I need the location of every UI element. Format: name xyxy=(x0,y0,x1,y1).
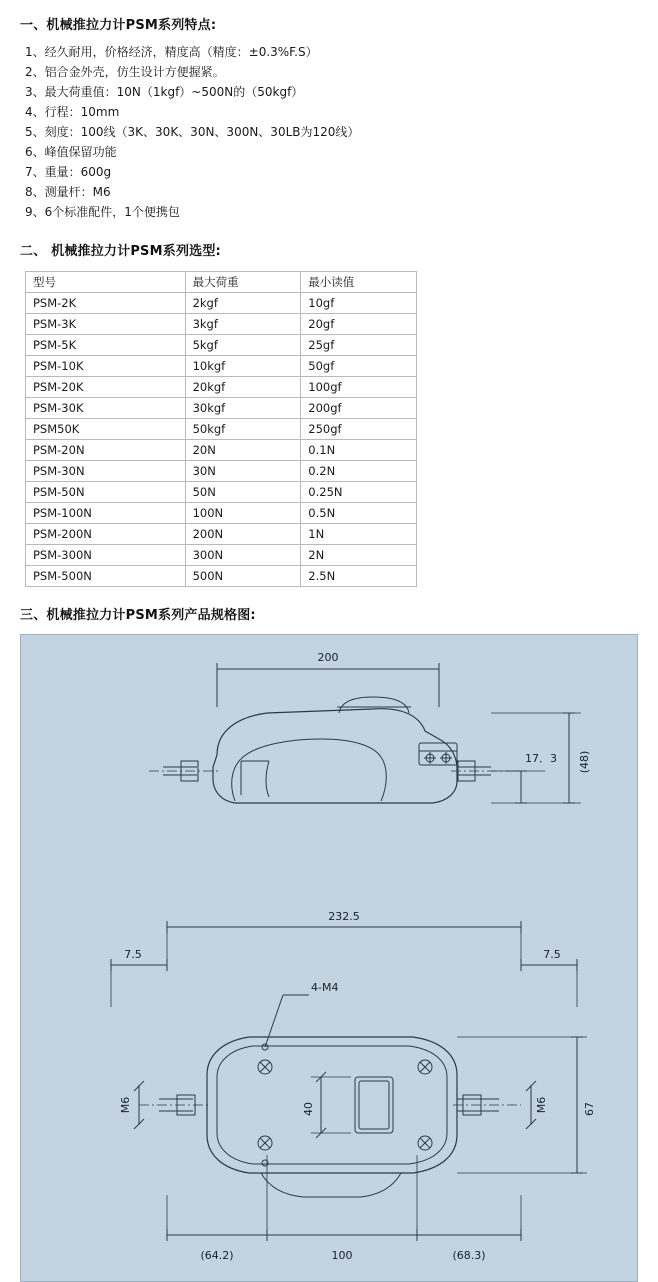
cell-resolution: 20gf xyxy=(301,314,417,335)
list-item: 8、测量杆：M6 xyxy=(25,185,111,199)
cell-resolution: 2N xyxy=(301,545,417,566)
cell-model: PSM-30N xyxy=(26,461,186,482)
table-row xyxy=(26,503,417,524)
table-row xyxy=(26,398,417,419)
cell-capacity: 500N xyxy=(185,566,301,587)
cell-resolution: 0.1N xyxy=(301,440,417,461)
list-item: 4、行程：10mm xyxy=(25,105,120,119)
column-header-resolution: 最小读值 xyxy=(301,272,417,293)
dim-right-offset: 7.5 xyxy=(543,948,561,961)
cell-capacity: 100N xyxy=(185,503,301,524)
cell-resolution: 250gf xyxy=(301,419,417,440)
cell-resolution: 2.5N xyxy=(301,566,417,587)
dim-left-segment: (64.2) xyxy=(200,1249,234,1262)
table-row xyxy=(26,377,417,398)
table-row xyxy=(26,293,417,314)
table-row xyxy=(26,440,417,461)
table-row xyxy=(26,461,417,482)
cell-resolution: 1N xyxy=(301,524,417,545)
cell-resolution: 0.5N xyxy=(301,503,417,524)
column-header-model: 型号 xyxy=(26,272,186,293)
dim-top-inner-height: 17．3 xyxy=(525,752,557,765)
list-item: 9、6个标准配件，1个便携包 xyxy=(25,205,180,219)
list-item: 2、铝合金外壳，仿生设计方便握紧。 xyxy=(25,65,225,79)
drawing-heading: 三、机械推拉力计PSM系列产品规格图: xyxy=(20,608,256,623)
cell-capacity: 3kgf xyxy=(185,314,301,335)
cell-model: PSM50K xyxy=(26,419,186,440)
dim-rod-left-thread: M6 xyxy=(119,1096,132,1114)
cell-model: PSM-10K xyxy=(26,356,186,377)
list-item: 7、重量：600g xyxy=(25,165,112,179)
cell-capacity: 300N xyxy=(185,545,301,566)
dim-mid-segment: 100 xyxy=(331,1249,353,1262)
table-row xyxy=(26,335,417,356)
dim-top-overall-height: (48) xyxy=(578,750,591,774)
cell-capacity: 20kgf xyxy=(185,377,301,398)
list-item: 6、峰值保留功能 xyxy=(25,145,117,159)
dim-total-length: 232.5 xyxy=(328,910,360,923)
cell-model: PSM-200N xyxy=(26,524,186,545)
cell-capacity: 200N xyxy=(185,524,301,545)
dim-bolt-callout: 4-M4 xyxy=(311,981,339,994)
cell-model: PSM-20K xyxy=(26,377,186,398)
cell-model: PSM-300N xyxy=(26,545,186,566)
cell-model: PSM-5K xyxy=(26,335,186,356)
table-row xyxy=(26,524,417,545)
cell-resolution: 200gf xyxy=(301,398,417,419)
table-row xyxy=(26,545,417,566)
product-dimension-drawing xyxy=(20,634,638,1282)
cell-capacity: 5kgf xyxy=(185,335,301,356)
cell-model: PSM-30K xyxy=(26,398,186,419)
cell-model: PSM-500N xyxy=(26,566,186,587)
table-row xyxy=(26,314,417,335)
cell-model: PSM-2K xyxy=(26,293,186,314)
features-list xyxy=(20,44,638,221)
table-row xyxy=(26,419,417,440)
model-selection-table xyxy=(25,271,417,587)
cell-resolution: 10gf xyxy=(301,293,417,314)
cell-capacity: 10kgf xyxy=(185,356,301,377)
table-row xyxy=(26,482,417,503)
selection-heading: 二、 机械推拉力计PSM系列选型: xyxy=(20,244,221,259)
table-row xyxy=(26,566,417,587)
list-item: 5、刻度：100线（3K、30K、30N、300N、30LB为120线） xyxy=(25,125,360,139)
list-item: 3、最大荷重值：10N（1kgf）~500N的（50kgf） xyxy=(25,85,304,99)
cell-capacity: 2kgf xyxy=(185,293,301,314)
cell-model: PSM-50N xyxy=(26,482,186,503)
cell-model: PSM-20N xyxy=(26,440,186,461)
list-item: 1、经久耐用，价格经济，精度高（精度：±0.3%F.S） xyxy=(25,45,318,59)
cell-resolution: 25gf xyxy=(301,335,417,356)
dim-rod-right-thread: M6 xyxy=(535,1096,548,1114)
cell-resolution: 100gf xyxy=(301,377,417,398)
dim-top-width: 200 xyxy=(317,651,339,664)
column-header-capacity: 最大荷重 xyxy=(185,272,301,293)
cell-resolution: 0.2N xyxy=(301,461,417,482)
cell-model: PSM-100N xyxy=(26,503,186,524)
dim-right-segment: (68.3) xyxy=(452,1249,486,1262)
cell-capacity: 30kgf xyxy=(185,398,301,419)
drawing-svg xyxy=(21,635,637,1281)
dim-outer-width: 67 xyxy=(583,1102,596,1116)
cell-capacity: 50N xyxy=(185,482,301,503)
cell-capacity: 30N xyxy=(185,461,301,482)
dim-inner-width: 40 xyxy=(302,1102,315,1116)
cell-resolution: 50gf xyxy=(301,356,417,377)
table-header-row xyxy=(26,272,417,293)
cell-capacity: 50kgf xyxy=(185,419,301,440)
cell-resolution: 0.25N xyxy=(301,482,417,503)
table-row xyxy=(26,356,417,377)
dim-left-offset: 7.5 xyxy=(124,948,142,961)
cell-capacity: 20N xyxy=(185,440,301,461)
features-heading: 一、机械推拉力计PSM系列特点: xyxy=(20,18,217,33)
cell-model: PSM-3K xyxy=(26,314,186,335)
